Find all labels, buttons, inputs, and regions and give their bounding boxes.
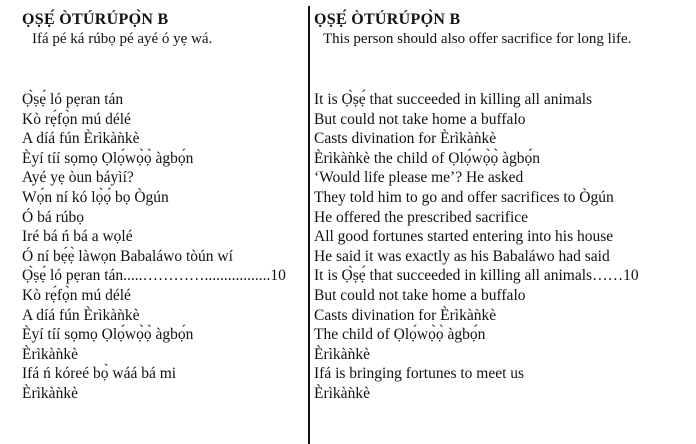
column-divider [308,6,310,444]
yoruba-verse [22,90,286,404]
yoruba-line: Ó bá rúbọ [22,208,84,226]
english-line: He said it was exactly as his Babaláwo had said [314,247,610,265]
english-line: The child of Ọlọ́wọ̀ọ̀ àgbọ́n [314,326,486,344]
yoruba-line: Ọ̀ṣẹ́ ló pẹran tán [22,91,124,108]
yoruba-line: A díá fún Èrìkàǹkè [22,130,140,148]
english-line: Casts divination for Èrìkàǹkè [314,306,497,324]
english-line: Èrìkàǹkè the child of Ọlọ́wọ̀ọ̀ àgbọ́n [314,149,540,167]
yoruba-line: Èrìkàǹkè [22,384,78,402]
english-line: But could not take home a buffalo [314,286,526,304]
yoruba-line: Ó ní bẹ́ẹ̀ làwọn Babaláwo tòún wí [22,247,233,265]
english-line: It is Ọ̀ṣẹ́ that succeeded in killing all animals……10 [314,267,639,285]
english-column [314,10,690,402]
yoruba-column [22,10,302,402]
yoruba-line: Ayé yẹ òun báyìí? [22,169,134,187]
english-line: Èrìkàǹkè [314,345,370,363]
english-line: He offered the prescribed sacrifice [314,208,529,226]
english-line: ‘Would life please me’? He asked [314,169,524,187]
yoruba-line: Kò rẹ́fọ̀n mú délé [22,286,131,304]
english-line: Ifá is bringing fortunes to meet us [314,365,525,383]
yoruba-line: Ifá ń kóreé bọ̀ wáá bá mi [22,365,177,383]
english-line: Casts divination for Èrìkàǹkè [314,130,497,148]
english-line: It is Ọ̀ṣẹ́ that succeeded in killing all animals [314,91,593,108]
yoruba-line: Wọ́n ní kó lọ̀ọ́ bọ Ògún [22,188,169,206]
yoruba-line: Èyí tíí sọmọ Ọlọ́wọ̀ọ̀ àgbọ́n [22,149,194,167]
yoruba-line: Iré bá ń bá a wọlé [22,228,133,246]
yoruba-line: Ọ̀ṣẹ́ ló pẹran tán.....………….................10 [22,267,286,285]
yoruba-line: Èyí tíí sọmọ Ọlọ́wọ̀ọ̀ àgbọ́n [22,326,194,344]
yoruba-subtitle: Ifá pé ká rúbọ pé ayé ó yẹ wá. [32,31,213,47]
yoruba-line: Kò rẹ́fọ̀n mú délé [22,110,131,128]
yoruba-line: Èrìkàǹkè [22,345,78,363]
english-subtitle: This person should also offer sacrifice for long life. [323,31,632,47]
english-title: ỌṢẸ́ ÒTÚRÚPỌ̀N B [314,11,461,28]
english-line: All good fortunes started entering into his house [314,228,614,246]
english-line: Èrìkàǹkè [314,384,370,402]
english-line: But could not take home a buffalo [314,110,526,128]
english-line: They told him to go and offer sacrifices to Ògún [314,188,614,206]
yoruba-title: ỌṢẸ́ ÒTÚRÚPỌ̀N B [22,11,169,28]
english-verse [314,90,639,404]
yoruba-line: A díá fún Èrìkàǹkè [22,306,140,324]
